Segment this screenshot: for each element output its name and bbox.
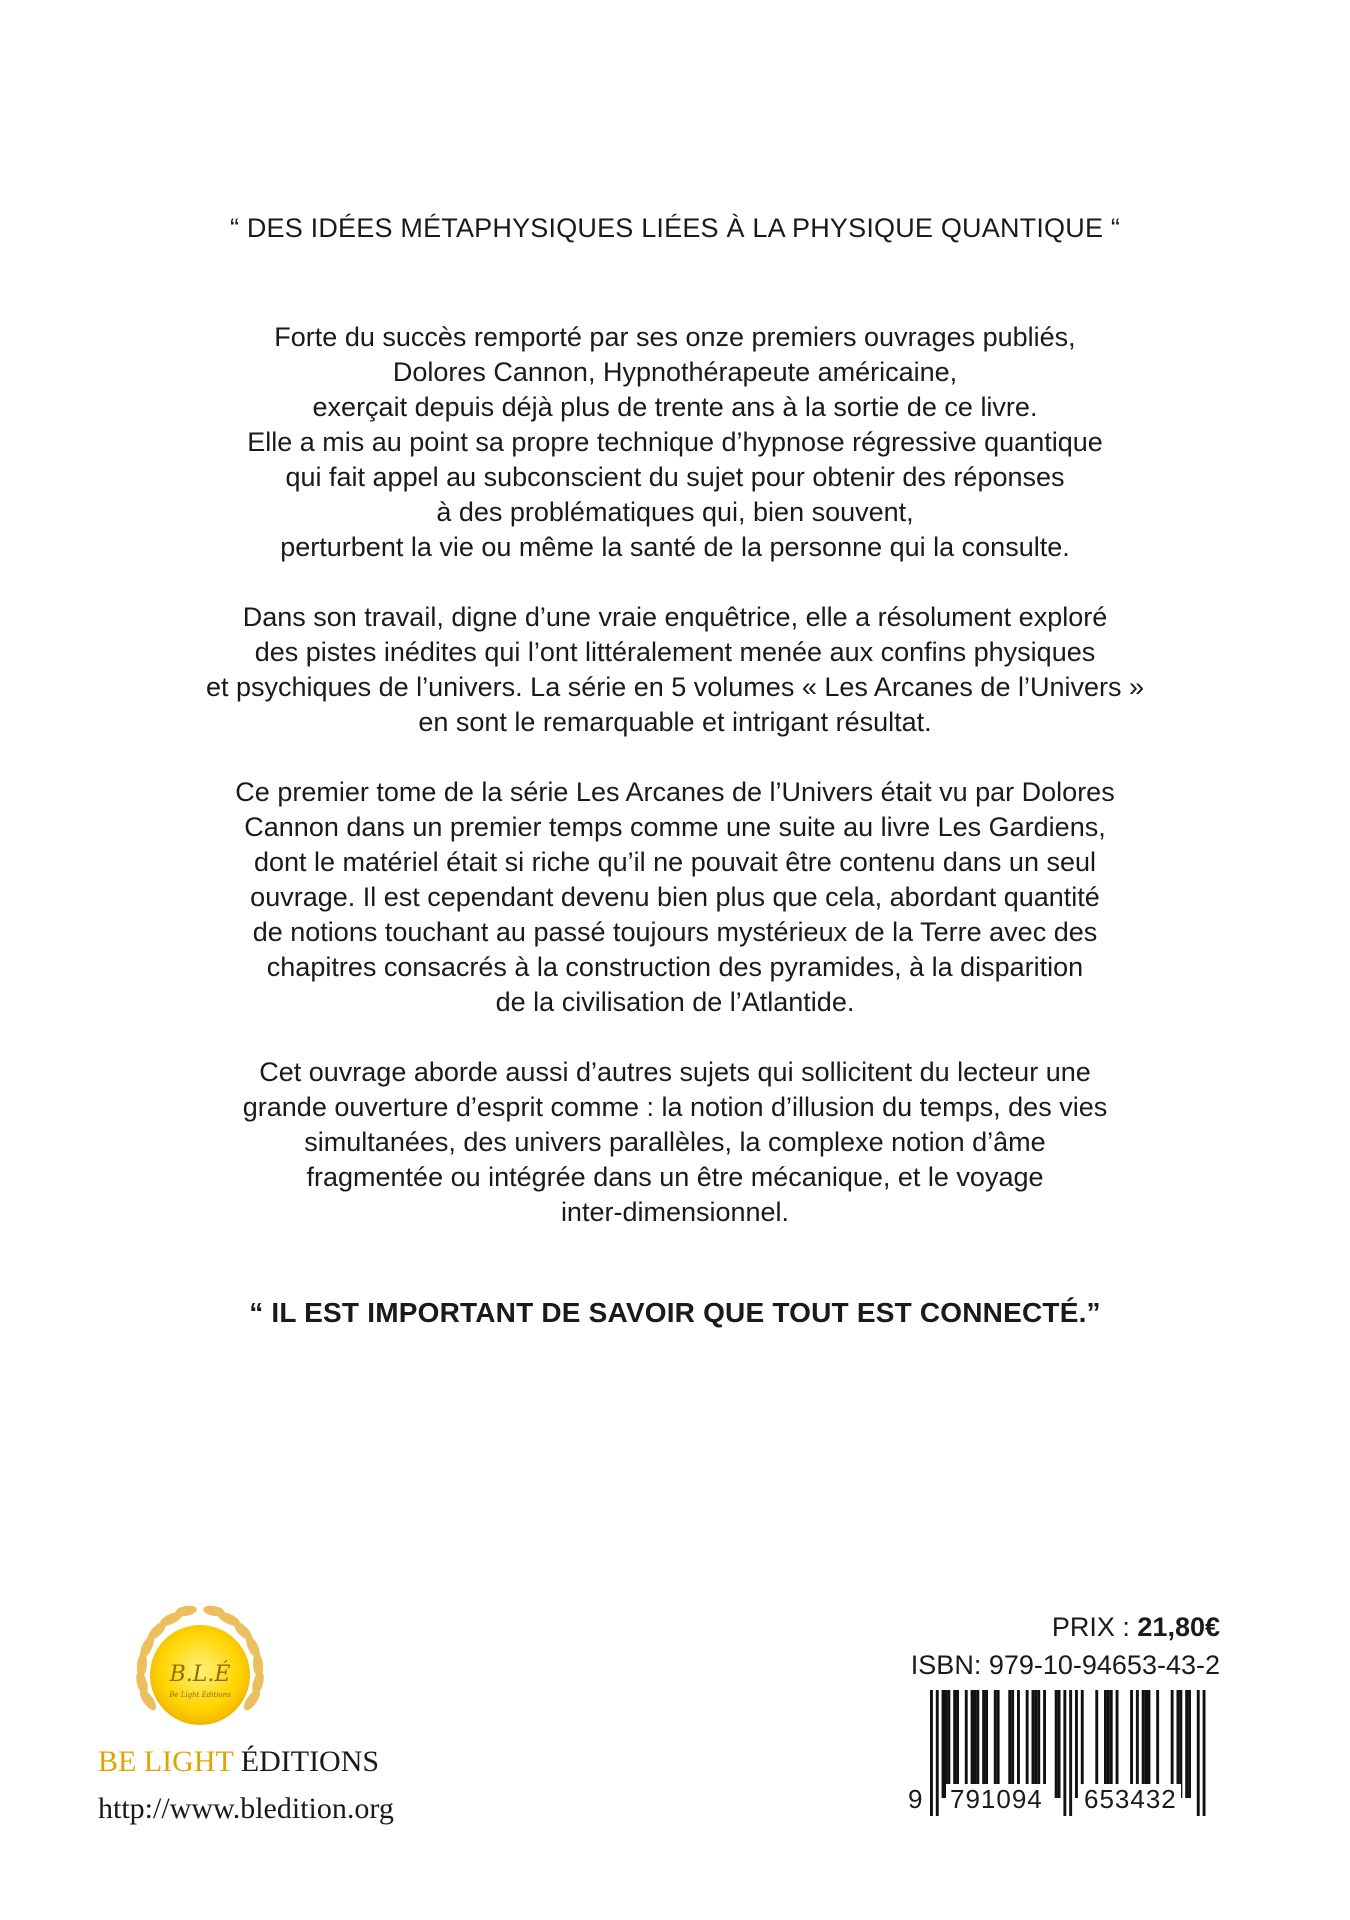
closing-quote: “ IL EST IMPORTANT DE SAVOIR QUE TOUT EST CONNECTÉ.” bbox=[249, 1297, 1101, 1328]
price bbox=[1052, 1612, 1220, 1643]
paragraph-line: Forte du succès remporté par ses onze premiers ouvrages publiés, bbox=[274, 322, 1076, 352]
barcode-bar bbox=[1058, 1690, 1061, 1798]
paragraph-line: fragmentée ou intégrée dans un être mécanique, et le voyage bbox=[306, 1162, 1044, 1192]
barcode-bar bbox=[982, 1690, 985, 1798]
barcode-bar bbox=[1026, 1690, 1029, 1798]
paragraph-line: Ce premier tome de la série Les Arcanes de l’Univers était vu par Dolores bbox=[235, 777, 1115, 807]
paragraph-line: exerçait depuis déjà plus de trente ans à la sortie de ce livre. bbox=[312, 392, 1038, 422]
paragraph-line: inter-dimensionnel. bbox=[560, 1197, 790, 1227]
barcode-bar bbox=[1136, 1690, 1139, 1798]
paragraph-line: dont le matériel était si riche qu’il ne pouvait être contenu dans un seul bbox=[253, 847, 1096, 877]
barcode-bar bbox=[1177, 1690, 1180, 1798]
paragraph-line: de la civilisation de l’Atlantide. bbox=[495, 987, 855, 1017]
barcode-bar bbox=[1055, 1690, 1058, 1798]
barcode-bar bbox=[1179, 1690, 1182, 1798]
price-label: PRIX : bbox=[1051, 1612, 1138, 1642]
barcode-bar bbox=[1017, 1690, 1020, 1798]
paragraph-line: à des problématiques qui, bien souvent, bbox=[436, 497, 914, 527]
paragraph-line: Dans son travail, digne d’une vraie enquêtrice, elle a résolument exploré bbox=[242, 602, 1108, 632]
paragraph-line: en sont le remarquable et intrigant résultat. bbox=[418, 707, 932, 737]
barcode-bar bbox=[1185, 1690, 1188, 1798]
barcode-bar bbox=[997, 1690, 1000, 1798]
paragraph-line: Cet ouvrage aborde aussi d’autres sujets qui sollicitent du lecteur une bbox=[259, 1057, 1091, 1087]
barcode-bar bbox=[1148, 1690, 1151, 1798]
barcode-bar bbox=[947, 1690, 950, 1798]
barcode-digits bbox=[908, 1784, 1223, 1816]
paragraph-4 bbox=[100, 1055, 1250, 1230]
barcode-bar bbox=[1095, 1690, 1098, 1798]
barcode-bar bbox=[1156, 1690, 1159, 1798]
paragraph-line: qui fait appel au subconscient du sujet pour obtenir des réponses bbox=[285, 462, 1065, 492]
paragraph-3 bbox=[100, 775, 1250, 1020]
cover-tagline: “ DES IDÉES MÉTAPHYSIQUES LIÉES À LA PHYSIQUE QUANTIQUE “ bbox=[229, 213, 1121, 243]
publisher-editions: ÉDITIONS bbox=[240, 1745, 380, 1778]
paragraph-line: des pistes inédites qui l’ont littéralement menée aux confins physiques bbox=[254, 637, 1096, 667]
paragraph-line: Elle a mis au point sa propre technique d’hypnose régressive quantique bbox=[247, 427, 1103, 457]
wheat-wreath-icon bbox=[120, 1595, 280, 1745]
barcode-bar bbox=[956, 1690, 959, 1798]
paragraph-line: grande ouverture d’esprit comme : la notion d’illusion du temps, des vies bbox=[242, 1092, 1108, 1122]
paragraph-line: chapitres consacrés à la construction des pyramides, à la disparition bbox=[266, 952, 1084, 982]
barcode-bar bbox=[1011, 1690, 1014, 1798]
barcode-bar bbox=[1188, 1690, 1191, 1798]
barcode-bar bbox=[974, 1690, 977, 1798]
barcode-bar bbox=[1104, 1690, 1107, 1798]
isbn: ISBN: 979-10-94653-43-2 bbox=[910, 1650, 1220, 1680]
barcode-bar bbox=[1142, 1690, 1145, 1798]
barcode-bar bbox=[965, 1690, 968, 1798]
paragraph-line: ouvrage. Il est cependant devenu bien plus que cela, abordant quantité bbox=[250, 882, 1100, 912]
barcode-bar bbox=[1116, 1690, 1119, 1798]
barcode-bar bbox=[971, 1690, 974, 1798]
barcode-first-digit: 9 bbox=[908, 1784, 923, 1814]
barcode-bar bbox=[1130, 1690, 1133, 1798]
paragraph-line: simultanées, des univers parallèles, la complexe notion d’âme bbox=[304, 1127, 1046, 1157]
barcode-right-group: 653432 bbox=[1080, 1784, 1181, 1814]
barcode-bar bbox=[1081, 1690, 1084, 1798]
barcode-bar bbox=[994, 1690, 997, 1798]
paragraph-2 bbox=[100, 600, 1250, 740]
barcode-bar bbox=[1075, 1690, 1078, 1798]
barcode-bar bbox=[942, 1690, 945, 1798]
publisher-name bbox=[98, 1745, 379, 1779]
logo-monogram: B.L.É bbox=[169, 1662, 231, 1687]
paragraph-line: et psychiques de l’univers. La série en 5 volumes « Les Arcanes de l’Univers » bbox=[206, 672, 1144, 702]
paragraph-line: perturbent la vie ou même la santé de la personne qui la consulte. bbox=[280, 532, 1070, 562]
logo-tagline: Be Light Éditions bbox=[169, 1691, 231, 1699]
paragraph-line: Cannon dans un premier temps comme une suite au livre Les Gardiens, bbox=[244, 812, 1106, 842]
barcode-bar bbox=[945, 1690, 948, 1798]
barcode-bar bbox=[976, 1690, 979, 1798]
barcode-bar bbox=[1032, 1690, 1035, 1798]
barcode-bar bbox=[1145, 1690, 1148, 1798]
barcode-left-group: 791094 bbox=[946, 1784, 1047, 1814]
barcode-bar bbox=[1043, 1690, 1046, 1798]
barcode-bar bbox=[1008, 1690, 1011, 1798]
publisher-website: http://www.bledition.org bbox=[98, 1792, 394, 1825]
barcode-bar bbox=[953, 1690, 956, 1798]
barcode-bar bbox=[1034, 1690, 1037, 1798]
paragraph-line: Dolores Cannon, Hypnothérapeute américaine, bbox=[392, 357, 958, 387]
publisher-brand: BE LIGHT bbox=[98, 1745, 234, 1778]
publisher-logo bbox=[120, 1595, 280, 1745]
barcode-bar bbox=[1107, 1690, 1110, 1798]
barcode-bar bbox=[985, 1690, 988, 1798]
price-amount: 21,80€ bbox=[1137, 1612, 1220, 1642]
barcode-bar bbox=[1171, 1690, 1174, 1798]
barcode-bar bbox=[1110, 1690, 1113, 1798]
paragraph-line: de notions touchant au passé toujours mystérieux de la Terre avec des bbox=[252, 917, 1098, 947]
paragraph-1 bbox=[100, 320, 1250, 565]
barcode-bar bbox=[1037, 1690, 1040, 1798]
